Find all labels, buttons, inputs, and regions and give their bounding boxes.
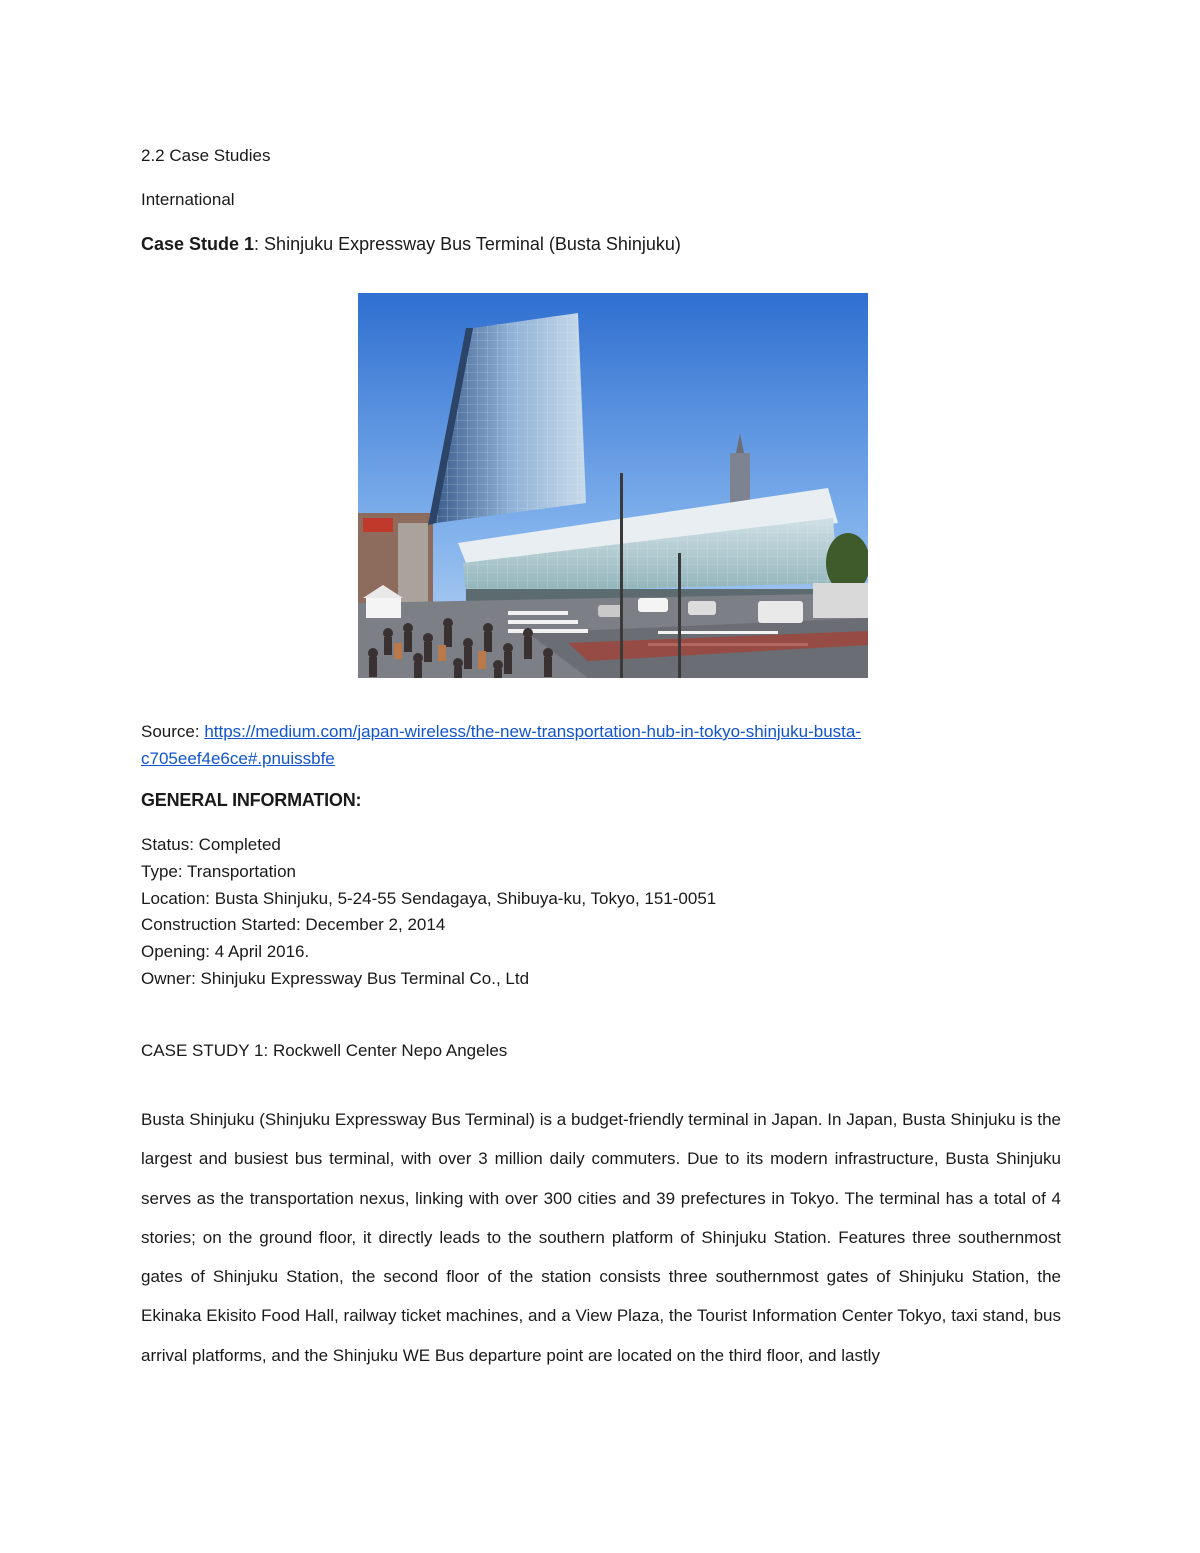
source-citation bbox=[141, 718, 1041, 772]
info-item: Location: Busta Shinjuku, 5-24-55 Sendagaya, Shibuya-ku, Tokyo, 151-0051 bbox=[141, 888, 717, 908]
general-info-list bbox=[141, 832, 716, 993]
subsection-title: International bbox=[141, 190, 235, 209]
body-paragraph: Busta Shinjuku (Shinjuku Expressway Bus Terminal) is a budget-friendly terminal in Japan. In Japan, Busta Shinjuku is the largest and busiest bus terminal, with over 3 million daily commuters. Due to its modern infrastructure, Busta Shinjuku serves as the transportation nexus, linking with over 300 cities and 39 prefectures in Tokyo. The terminal has a total of 4 stories; on the ground floor, it directly leads to the southern platform of Shinjuku Station. Features three southernmost gates of Shinjuku Station, the second floor of the station consists three southernmost gates of Shinjuku Station, the Ekinaka Ekisito Food Hall, railway ticket machines, and a View Plaza, the Tourist Information Center Tokyo, taxi stand, bus arrival platforms, and the Shinjuku WE Bus departure point are located on the third floor, and lastly bbox=[141, 1110, 1061, 1365]
case-heading-title: : Shinjuku Expressway Bus Terminal (Busta Shinjuku) bbox=[254, 234, 681, 254]
case-heading bbox=[141, 233, 681, 255]
info-item: Opening: 4 April 2016. bbox=[141, 942, 310, 962]
info-item: Construction Started: December 2, 2014 bbox=[141, 915, 446, 935]
source-label: Source: bbox=[141, 722, 205, 741]
info-item: Type: Transportation bbox=[141, 861, 296, 881]
section-title: 2.2 Case Studies bbox=[141, 146, 271, 165]
case-study-photo bbox=[358, 293, 868, 678]
case-study-heading: CASE STUDY 1: Rockwell Center Nepo Angeles bbox=[141, 1041, 508, 1060]
source-link[interactable]: https://medium.com/japan-wireless/the-new-transportation-hub-in-tokyo-shinjuku-busta-c705eef4e6ce#.pnuissbfe bbox=[141, 722, 861, 768]
general-info-title: GENERAL INFORMATION: bbox=[141, 790, 362, 810]
info-item: Owner: Shinjuku Expressway Bus Terminal Co., Ltd bbox=[141, 968, 530, 988]
case-heading-label: Case Stude 1 bbox=[141, 234, 255, 254]
info-item: Status: Completed bbox=[141, 835, 281, 854]
